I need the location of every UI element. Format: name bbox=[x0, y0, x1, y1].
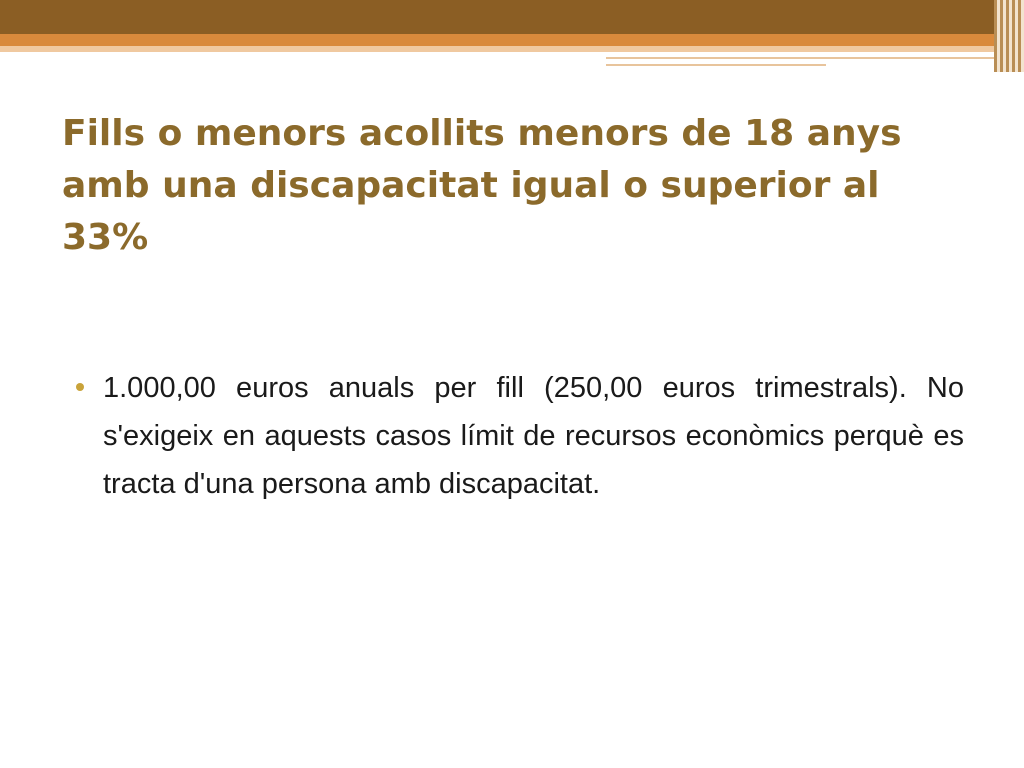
bullet-text: 1.000,00 euros anuals per fill (250,00 euros trimestrals). No s'exigeix en aquests casos límit de recursos econòmics perquè es tracta d'una persona amb discapacitat. bbox=[103, 372, 964, 500]
header-accent-line-short bbox=[606, 64, 826, 66]
bullet-icon bbox=[76, 383, 84, 391]
header-band-dark bbox=[0, 0, 1024, 34]
header-band-light bbox=[0, 46, 1024, 52]
header-band-orange bbox=[0, 34, 1024, 46]
list-item bbox=[70, 364, 964, 508]
slide-title: Fills o menors acollits menors de 18 anys amb una discapacitat igual o superior al 33% bbox=[62, 113, 902, 258]
bullet-list bbox=[70, 364, 964, 508]
header-accent-line bbox=[606, 57, 1001, 59]
header-stripes bbox=[994, 0, 1024, 72]
